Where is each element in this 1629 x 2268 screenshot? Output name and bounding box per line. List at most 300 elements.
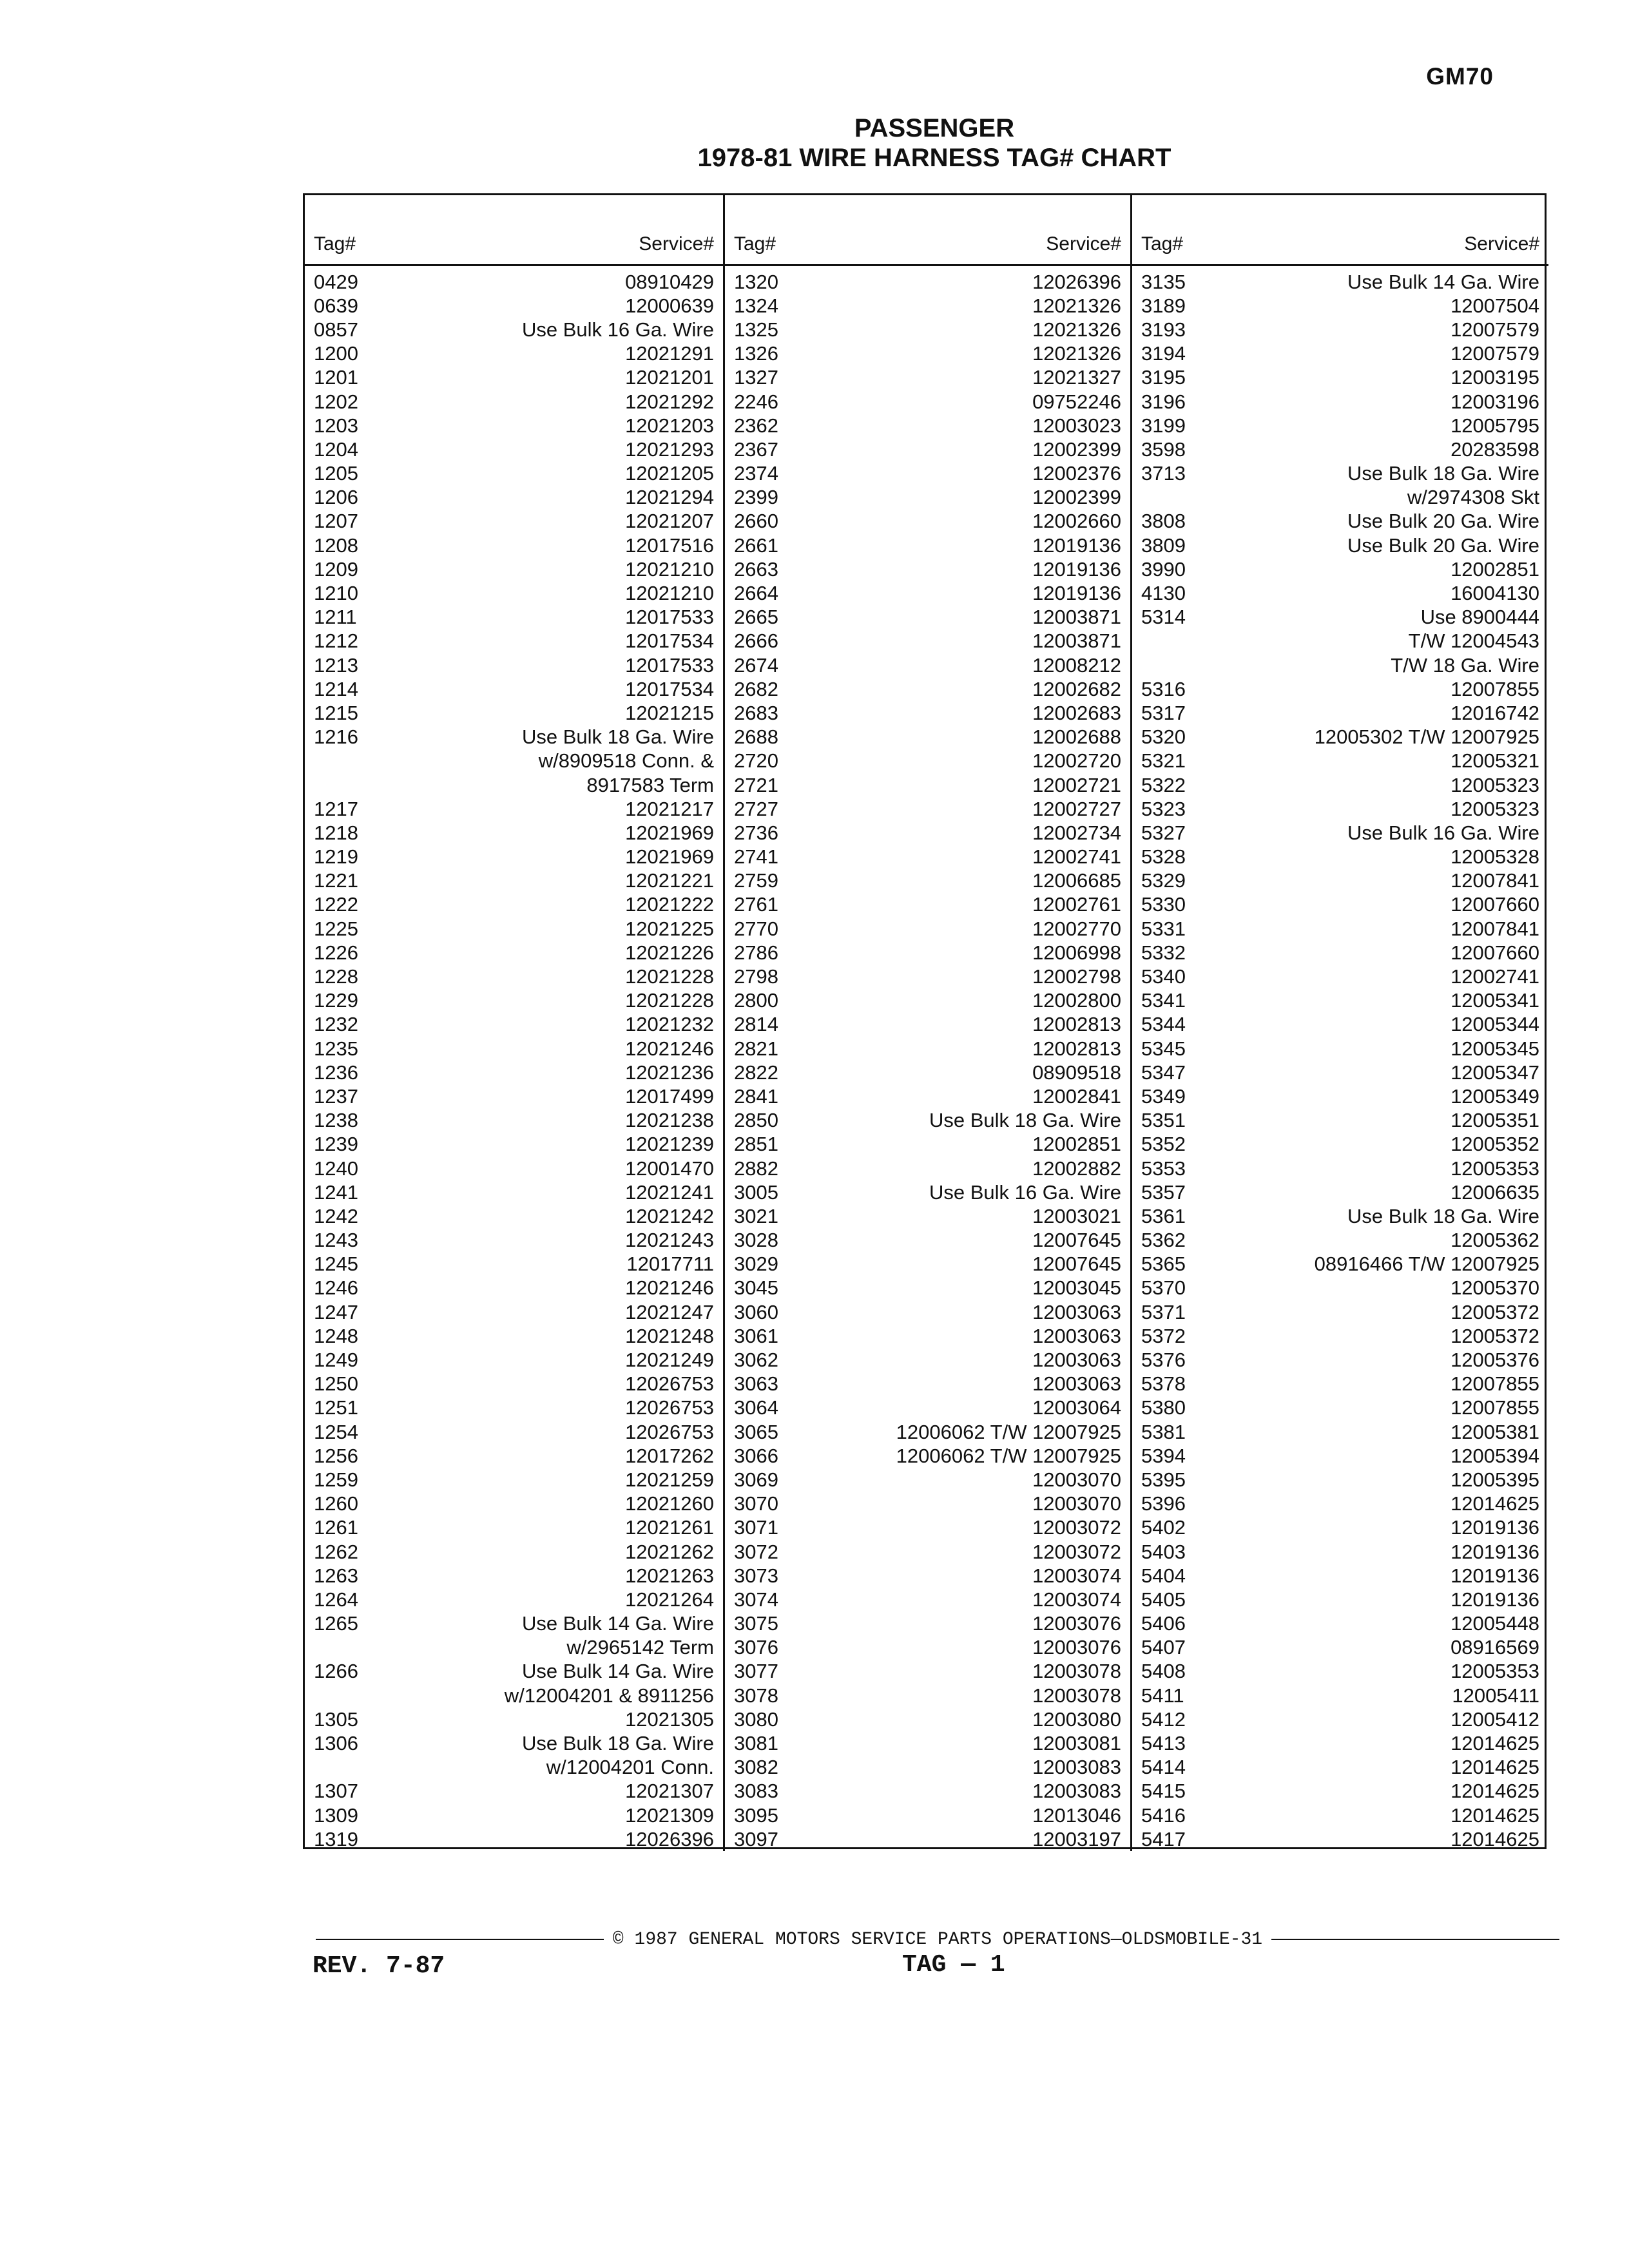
table-row <box>1132 1516 1548 1540</box>
service-number: 12021249 <box>625 1349 714 1372</box>
table-row <box>725 701 1130 725</box>
table-row <box>1132 1731 1548 1755</box>
table-row <box>725 726 1130 749</box>
tag-number: 1260 <box>314 1492 358 1515</box>
service-number: 12005370 <box>1451 1276 1539 1300</box>
table-row <box>305 557 723 581</box>
table-row <box>305 1084 723 1108</box>
service-number: 12002851 <box>1032 1133 1121 1156</box>
tag-number: 5344 <box>1141 1013 1186 1036</box>
service-number: 12021246 <box>625 1276 714 1300</box>
table-row <box>305 1157 723 1180</box>
table-row <box>725 1348 1130 1372</box>
service-number: 12006062 T/W 12007925 <box>896 1420 1121 1443</box>
tag-number: 3077 <box>734 1660 778 1683</box>
tag-number: 2362 <box>734 414 778 437</box>
service-number: 12005395 <box>1451 1468 1539 1491</box>
table-row <box>305 893 723 917</box>
tag-number: 2822 <box>734 1061 778 1084</box>
service-number: 12021294 <box>625 486 714 509</box>
tag-number: 1324 <box>734 294 778 317</box>
table-row <box>1132 1348 1548 1372</box>
table-row <box>1132 1612 1548 1636</box>
service-number: 12021248 <box>625 1324 714 1347</box>
tag-number: 5357 <box>1141 1180 1186 1204</box>
tag-number: 5317 <box>1141 701 1186 724</box>
service-number: Use Bulk 20 Ga. Wire <box>1347 510 1539 533</box>
service-number: 12017262 <box>625 1444 714 1467</box>
tag-number: 1309 <box>314 1803 358 1827</box>
tag-number: 3071 <box>734 1516 778 1539</box>
table-row <box>1132 1827 1548 1851</box>
table-row <box>305 414 723 437</box>
table-row <box>305 821 723 845</box>
tag-number: 2660 <box>734 510 778 533</box>
table-row <box>1132 1684 1548 1707</box>
tag-number: 5353 <box>1141 1157 1186 1180</box>
table-row <box>1132 869 1548 893</box>
tag-number: 5381 <box>1141 1420 1186 1443</box>
table-row <box>725 486 1130 510</box>
copyright-footer <box>316 1927 1559 1952</box>
service-number: 12005349 <box>1451 1084 1539 1108</box>
service-number: 20283598 <box>1451 437 1539 461</box>
table-row <box>305 1253 723 1276</box>
table-row <box>725 1468 1130 1492</box>
table-row <box>1132 893 1548 917</box>
table-row <box>725 1084 1130 1108</box>
tag-number: 3196 <box>1141 390 1186 413</box>
table-row <box>1132 557 1548 581</box>
table-row <box>1132 677 1548 701</box>
tag-number: 2800 <box>734 989 778 1012</box>
tag-number: 1306 <box>314 1732 358 1755</box>
tag-number: 5394 <box>1141 1444 1186 1467</box>
tag-number: 2246 <box>734 390 778 413</box>
tag-number: 2798 <box>734 965 778 988</box>
service-number: 12021210 <box>625 557 714 581</box>
service-number: 12026396 <box>625 1827 714 1850</box>
service-number: 12005381 <box>1451 1420 1539 1443</box>
service-number: 12002882 <box>1032 1157 1121 1180</box>
service-number: 12002734 <box>1032 821 1121 844</box>
service-number: 12003078 <box>1032 1660 1121 1683</box>
table-row <box>1132 1420 1548 1444</box>
tag-number: 1203 <box>314 414 358 437</box>
service-number: 12003871 <box>1032 606 1121 629</box>
service-number: 12021210 <box>625 582 714 605</box>
tag-number: 5327 <box>1141 821 1186 844</box>
table-row <box>305 1300 723 1324</box>
tag-number: 2727 <box>734 797 778 820</box>
column-rows <box>1132 266 1548 1851</box>
tag-header: Tag# <box>314 233 356 255</box>
tag-number: 5413 <box>1141 1732 1186 1755</box>
tag-number: 5378 <box>1141 1372 1186 1396</box>
table-row <box>725 581 1130 605</box>
tag-number: 5411 <box>1141 1684 1184 1707</box>
service-number: Use Bulk 16 Ga. Wire <box>521 318 714 341</box>
service-number: 12005353 <box>1451 1660 1539 1683</box>
footer-rule-right <box>1271 1939 1559 1940</box>
tag-number: 1250 <box>314 1372 358 1396</box>
tag-number: 1201 <box>314 366 358 389</box>
service-number: 12005353 <box>1451 1157 1539 1180</box>
tag-number: 5402 <box>1141 1516 1186 1539</box>
service-number: 12021246 <box>625 1037 714 1060</box>
table-row <box>305 1348 723 1372</box>
table-row <box>305 342 723 366</box>
tag-number: 5365 <box>1141 1253 1186 1276</box>
tag-number: 1319 <box>314 1827 358 1850</box>
tag-number: 2721 <box>734 773 778 796</box>
tag-number: 1265 <box>314 1612 358 1635</box>
table-row <box>305 917 723 941</box>
tag-number: 2661 <box>734 533 778 557</box>
tag-number: 5408 <box>1141 1660 1186 1683</box>
table-row <box>725 390 1130 414</box>
tag-number: 5412 <box>1141 1707 1186 1731</box>
table-row <box>725 989 1130 1013</box>
service-number: 12021215 <box>625 701 714 724</box>
tag-number: 1248 <box>314 1324 358 1347</box>
service-number: 12019136 <box>1451 1516 1539 1539</box>
tag-number: 1242 <box>314 1204 358 1227</box>
tag-number: 5414 <box>1141 1756 1186 1779</box>
table-row <box>1132 437 1548 461</box>
service-number: 12007645 <box>1032 1229 1121 1252</box>
service-number: 12002660 <box>1032 510 1121 533</box>
table-row <box>305 1396 723 1420</box>
table-row <box>1132 390 1548 414</box>
tag-number: 2741 <box>734 845 778 869</box>
service-number: 12000639 <box>625 294 714 317</box>
service-number: 12021241 <box>625 1180 714 1204</box>
table-row <box>725 653 1130 677</box>
service-number: 12005323 <box>1451 773 1539 796</box>
service-number: 12021239 <box>625 1133 714 1156</box>
tag-number: 3078 <box>734 1684 778 1707</box>
table-row <box>305 318 723 341</box>
table-row <box>1132 989 1548 1013</box>
tag-number: 5314 <box>1141 606 1186 629</box>
service-number: Use Bulk 14 Ga. Wire <box>1347 270 1539 293</box>
table-row <box>1132 1180 1548 1204</box>
tag-number: 1211 <box>314 606 357 629</box>
tag-number: 5415 <box>1141 1780 1186 1803</box>
table-row <box>305 437 723 461</box>
service-number: 12021259 <box>625 1468 714 1491</box>
table-row <box>725 1588 1130 1611</box>
table-row <box>725 1707 1130 1731</box>
table-row <box>1132 1276 1548 1300</box>
service-number: 12003083 <box>1032 1780 1121 1803</box>
table-row <box>305 749 723 773</box>
tag-number: 2664 <box>734 582 778 605</box>
service-number: 12017711 <box>626 1253 714 1276</box>
table-row <box>725 1180 1130 1204</box>
tag-number: 3193 <box>1141 318 1186 341</box>
tag-number: 1228 <box>314 965 358 988</box>
tag-number: 2841 <box>734 1084 778 1108</box>
table-row <box>305 270 723 294</box>
table-row <box>305 462 723 486</box>
tag-number: 5320 <box>1141 726 1186 749</box>
service-number: Use 8900444 <box>1420 606 1539 629</box>
table-row <box>305 1468 723 1492</box>
table-row <box>305 869 723 893</box>
tag-number: 1229 <box>314 989 358 1012</box>
table-row <box>1132 1061 1548 1084</box>
service-header: Service# <box>1464 233 1539 255</box>
tag-number: 1262 <box>314 1540 358 1563</box>
service-header: Service# <box>639 233 714 255</box>
service-number: 12021205 <box>625 462 714 485</box>
table-row <box>1132 821 1548 845</box>
service-number: 12003078 <box>1032 1684 1121 1707</box>
tag-number: 1200 <box>314 342 358 365</box>
table-row <box>305 1684 723 1707</box>
table-row <box>725 1540 1130 1564</box>
tag-number: 5323 <box>1141 797 1186 820</box>
table-row <box>1132 701 1548 725</box>
tag-number: 1251 <box>314 1396 358 1419</box>
service-number: 12017534 <box>625 677 714 700</box>
table-row <box>305 629 723 653</box>
service-number: 12003063 <box>1032 1300 1121 1323</box>
table-row <box>1132 1636 1548 1660</box>
tag-number: 3081 <box>734 1732 778 1755</box>
tag-number: 1249 <box>314 1349 358 1372</box>
table-row <box>305 1180 723 1204</box>
service-number: 12003081 <box>1032 1732 1121 1755</box>
table-row <box>305 606 723 629</box>
service-number: 12007579 <box>1451 318 1539 341</box>
service-number: 12014625 <box>1451 1803 1539 1827</box>
tag-number: 1320 <box>734 270 778 293</box>
service-number: 12002741 <box>1032 845 1121 869</box>
tag-number: 0639 <box>314 294 358 317</box>
service-number: 12019136 <box>1032 533 1121 557</box>
service-number: 12007841 <box>1451 917 1539 940</box>
table-row <box>725 1037 1130 1061</box>
tag-number: 2663 <box>734 557 778 581</box>
tag-number: 5362 <box>1141 1229 1186 1252</box>
table-row <box>725 869 1130 893</box>
table-row <box>305 1037 723 1061</box>
table-row <box>1132 1253 1548 1276</box>
table-row <box>725 1803 1130 1827</box>
service-number: Use Bulk 16 Ga. Wire <box>929 1180 1121 1204</box>
service-number: 12021228 <box>625 965 714 988</box>
table-row <box>1132 1492 1548 1516</box>
tag-number: 3021 <box>734 1204 778 1227</box>
tag-number: 3194 <box>1141 342 1186 365</box>
service-number: 12014625 <box>1451 1732 1539 1755</box>
tag-number: 3005 <box>734 1180 778 1204</box>
tag-number: 1266 <box>314 1660 358 1683</box>
service-number: 12007841 <box>1451 869 1539 892</box>
service-number: 12007855 <box>1451 677 1539 700</box>
tag-number: 3065 <box>734 1420 778 1443</box>
service-number: 12005394 <box>1451 1444 1539 1467</box>
table-row <box>305 1756 723 1780</box>
tag-number: 5370 <box>1141 1276 1186 1300</box>
table-column-1 <box>305 195 725 1851</box>
table-row <box>725 1492 1130 1516</box>
service-number: 12003080 <box>1032 1707 1121 1731</box>
tag-number: 5395 <box>1141 1468 1186 1491</box>
tag-number: 5341 <box>1141 989 1186 1012</box>
service-number: 12003072 <box>1032 1516 1121 1539</box>
tag-number: 5372 <box>1141 1324 1186 1347</box>
service-number: 12002800 <box>1032 989 1121 1012</box>
service-number: 12008212 <box>1032 653 1121 677</box>
tag-number: 3083 <box>734 1780 778 1803</box>
service-number: 12003083 <box>1032 1756 1121 1779</box>
table-row <box>1132 726 1548 749</box>
tag-number: 2850 <box>734 1109 778 1132</box>
table-row <box>305 1109 723 1133</box>
tag-number: 1254 <box>314 1420 358 1443</box>
tag-number: 1325 <box>734 318 778 341</box>
tag-number: 1238 <box>314 1109 358 1132</box>
tag-number: 1247 <box>314 1300 358 1323</box>
table-row <box>305 1133 723 1157</box>
table-row <box>305 1803 723 1827</box>
tag-number: 1215 <box>314 701 358 724</box>
tag-number: 5345 <box>1141 1037 1186 1060</box>
table-row <box>1132 1229 1548 1253</box>
service-number: 12002721 <box>1032 773 1121 796</box>
service-number: 12013046 <box>1032 1803 1121 1827</box>
table-row <box>725 749 1130 773</box>
table-row <box>1132 1037 1548 1061</box>
tag-number: 0429 <box>314 270 358 293</box>
service-number: 12017499 <box>625 1084 714 1108</box>
tag-number: 5406 <box>1141 1612 1186 1635</box>
service-number: 12003076 <box>1032 1612 1121 1635</box>
service-number: 12003871 <box>1032 629 1121 653</box>
service-number: 12021291 <box>625 342 714 365</box>
service-number: 12021292 <box>625 390 714 413</box>
service-number: 12003196 <box>1451 390 1539 413</box>
service-number: 12002841 <box>1032 1084 1121 1108</box>
table-row <box>305 797 723 821</box>
service-number: 12019136 <box>1032 582 1121 605</box>
table-row <box>725 1684 1130 1707</box>
table-row <box>725 510 1130 533</box>
table-row <box>725 1444 1130 1468</box>
tag-number: 1222 <box>314 893 358 916</box>
tag-number: 3076 <box>734 1636 778 1659</box>
tag-number: 1305 <box>314 1707 358 1731</box>
tag-number: 1232 <box>314 1013 358 1036</box>
service-number: 12021238 <box>625 1109 714 1132</box>
tag-number: 1264 <box>314 1588 358 1611</box>
service-number: 12003076 <box>1032 1636 1121 1659</box>
tag-number: 5349 <box>1141 1084 1186 1108</box>
table-row <box>305 1612 723 1636</box>
service-number: 12006998 <box>1032 941 1121 964</box>
table-row <box>305 1707 723 1731</box>
service-number: 12021969 <box>625 845 714 869</box>
table-row <box>1132 1564 1548 1588</box>
tag-number: 1256 <box>314 1444 358 1467</box>
table-row <box>725 1324 1130 1348</box>
table-row <box>305 941 723 965</box>
service-number: 08916569 <box>1451 1636 1539 1659</box>
tag-number: 1259 <box>314 1468 358 1491</box>
service-number: 16004130 <box>1451 582 1539 605</box>
service-number: Use Bulk 18 Ga. Wire <box>1347 1204 1539 1227</box>
service-number: 12002682 <box>1032 677 1121 700</box>
tag-number: 1205 <box>314 462 358 485</box>
tag-number: 5405 <box>1141 1588 1186 1611</box>
table-row <box>725 1013 1130 1037</box>
service-number: 12021260 <box>625 1492 714 1515</box>
tag-number: 1263 <box>314 1564 358 1587</box>
service-number: 12021263 <box>625 1564 714 1587</box>
table-row <box>725 1756 1130 1780</box>
table-row <box>1132 342 1548 366</box>
service-number: 12003023 <box>1032 414 1121 437</box>
table-row <box>725 797 1130 821</box>
table-row <box>725 1276 1130 1300</box>
service-number: 12021305 <box>625 1707 714 1731</box>
service-number: 12021203 <box>625 414 714 437</box>
tag-number: 1236 <box>314 1061 358 1084</box>
tag-number: 3082 <box>734 1756 778 1779</box>
tag-header: Tag# <box>734 233 776 255</box>
service-number: 12002813 <box>1032 1013 1121 1036</box>
tag-number: 2682 <box>734 677 778 700</box>
table-row <box>725 1731 1130 1755</box>
tag-number: 5331 <box>1141 917 1186 940</box>
service-number: 12003063 <box>1032 1349 1121 1372</box>
tag-number: 1219 <box>314 845 358 869</box>
service-number: 12005372 <box>1451 1300 1539 1323</box>
service-number: 12002727 <box>1032 797 1121 820</box>
tag-number: 2374 <box>734 462 778 485</box>
tag-number: 5416 <box>1141 1803 1186 1827</box>
table-row <box>725 917 1130 941</box>
table-row <box>305 965 723 988</box>
tag-number: 2367 <box>734 437 778 461</box>
table-row <box>305 1827 723 1851</box>
service-number: 12005328 <box>1451 845 1539 869</box>
tag-number: 1225 <box>314 917 358 940</box>
tag-number: 3075 <box>734 1612 778 1635</box>
tag-number: 5328 <box>1141 845 1186 869</box>
tag-number: 1206 <box>314 486 358 509</box>
table-row <box>1132 1660 1548 1684</box>
tag-number: 3713 <box>1141 462 1186 485</box>
service-number: 8917583 Term <box>586 773 714 796</box>
table-row <box>1132 653 1548 677</box>
service-number: 12005344 <box>1451 1013 1539 1036</box>
service-number: 12021201 <box>625 366 714 389</box>
service-number: 12003074 <box>1032 1564 1121 1587</box>
service-number: T/W 12004543 <box>1408 629 1539 653</box>
table-row <box>1132 965 1548 988</box>
tag-number: 2759 <box>734 869 778 892</box>
tag-number: 5322 <box>1141 773 1186 796</box>
table-row <box>1132 1803 1548 1827</box>
tag-number: 3598 <box>1141 437 1186 461</box>
service-number: 12005321 <box>1451 749 1539 773</box>
service-number: 12003197 <box>1032 1827 1121 1850</box>
